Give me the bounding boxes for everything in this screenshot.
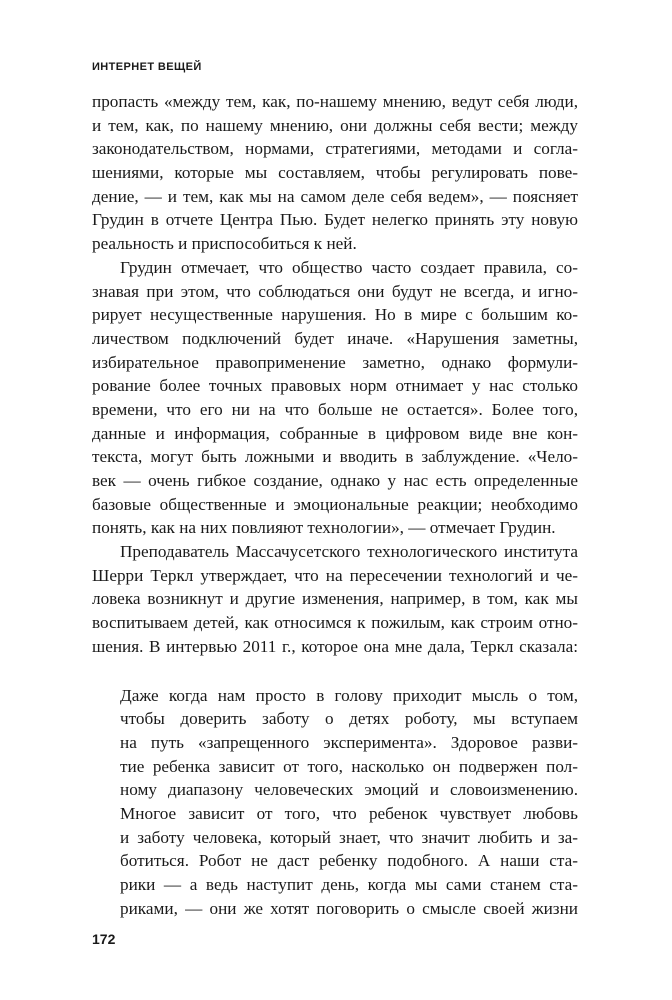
- text-line: избирательное правоприменение заметно, однако формули-: [92, 352, 578, 372]
- text-line: личеством подключений будет иначе. «Нарушения заметны,: [92, 328, 578, 348]
- text-line: времени, что его ни на что больше не остается». Более того,: [92, 399, 578, 419]
- quote-line: Многое зависит от того, что ребенок чувствует любовь: [120, 803, 578, 823]
- quote-line: рики — а ведь наступит день, когда мы сами станем ста-: [120, 875, 578, 894]
- text-line: пропасть «между тем, как, по-нашему мнению, ведут себя люди,: [92, 92, 578, 111]
- quote-line: тие ребенка зависит от того, насколько он подвержен пол-: [120, 756, 578, 776]
- quote-line: на путь «запрещенного эксперимента». Здоровое разви-: [120, 732, 578, 752]
- page-number: 172: [92, 931, 116, 947]
- text-line: текста, могут быть ложными и вводить в заблуждение. «Чело-: [92, 447, 578, 467]
- quote-line: ботиться. Робот не даст ребенку подобного. А наши ста-: [120, 851, 578, 871]
- text-line: шения. В интервью 2011 г., которое она мне дала, Теркл сказала:: [92, 636, 578, 656]
- paragraph-1: [92, 90, 578, 256]
- block-quote: [92, 684, 578, 921]
- text-line: Шерри Теркл утверждает, что на пересечении технологий и че-: [92, 565, 578, 585]
- body-text: [92, 90, 578, 920]
- running-header: ИНТЕРНЕТ ВЕЩЕЙ: [92, 61, 202, 73]
- text-line: век — очень гибкое создание, однако у нас есть определенные: [92, 471, 578, 490]
- text-line: понять, как на них повлияют технологии», — отмечает Грудин.: [92, 518, 556, 538]
- text-line: базовые общественные и эмоциональные реакции; необходимо: [92, 494, 578, 514]
- text-line: шениями, которые мы составляем, чтобы регулировать пове-: [92, 163, 578, 183]
- spacer: [92, 659, 578, 684]
- text-line: Грудин в отчете Центра Пью. Будет нелегко принять эту новую: [92, 210, 578, 230]
- paragraph-2: [92, 256, 578, 540]
- quote-line: Даже когда нам просто в голову приходит мысль о том,: [120, 685, 578, 705]
- text-line: рование более точных правовых норм отнимает у нас столько: [92, 376, 578, 396]
- text-line: ловека возникнут и другие изменения, например, в том, как мы: [92, 589, 578, 609]
- quote-line: чтобы доверить заботу о детях роботу, мы вступаем: [120, 709, 578, 729]
- paragraph-3: [92, 540, 578, 658]
- text-line: законодательством, нормами, стратегиями, методами и согла-: [92, 139, 578, 159]
- text-line: воспитываем детей, как относимся к пожилым, как строим отно-: [92, 613, 578, 633]
- text-line: рирует несущественные нарушения. Но в мире с большим ко-: [92, 305, 578, 325]
- text-line: и тем, как, по нашему мнению, они должны себя вести; между: [92, 115, 578, 135]
- text-line: дение, — и тем, как мы на самом деле себя ведем», — поясняет: [92, 186, 578, 206]
- quote-line: ному диапазону человеческих эмоций и словоизменению.: [120, 780, 578, 800]
- text-line: знавая при этом, что соблюдаться они будут не всегда, и игно-: [92, 281, 578, 301]
- text-line: реальность и приспособиться к ней.: [92, 234, 357, 254]
- text-line: данные и информация, собранные в цифровом виде вне кон-: [92, 423, 578, 443]
- text-line: Грудин отмечает, что общество часто создает правила, со-: [120, 257, 578, 277]
- quote-line: и заботу человека, который знает, что значит любить и за-: [120, 827, 578, 847]
- text-line: Преподаватель Массачусетского технологического института: [120, 542, 578, 562]
- quote-line: риками, — они же хотят поговорить о смысле своей жизни: [120, 898, 578, 918]
